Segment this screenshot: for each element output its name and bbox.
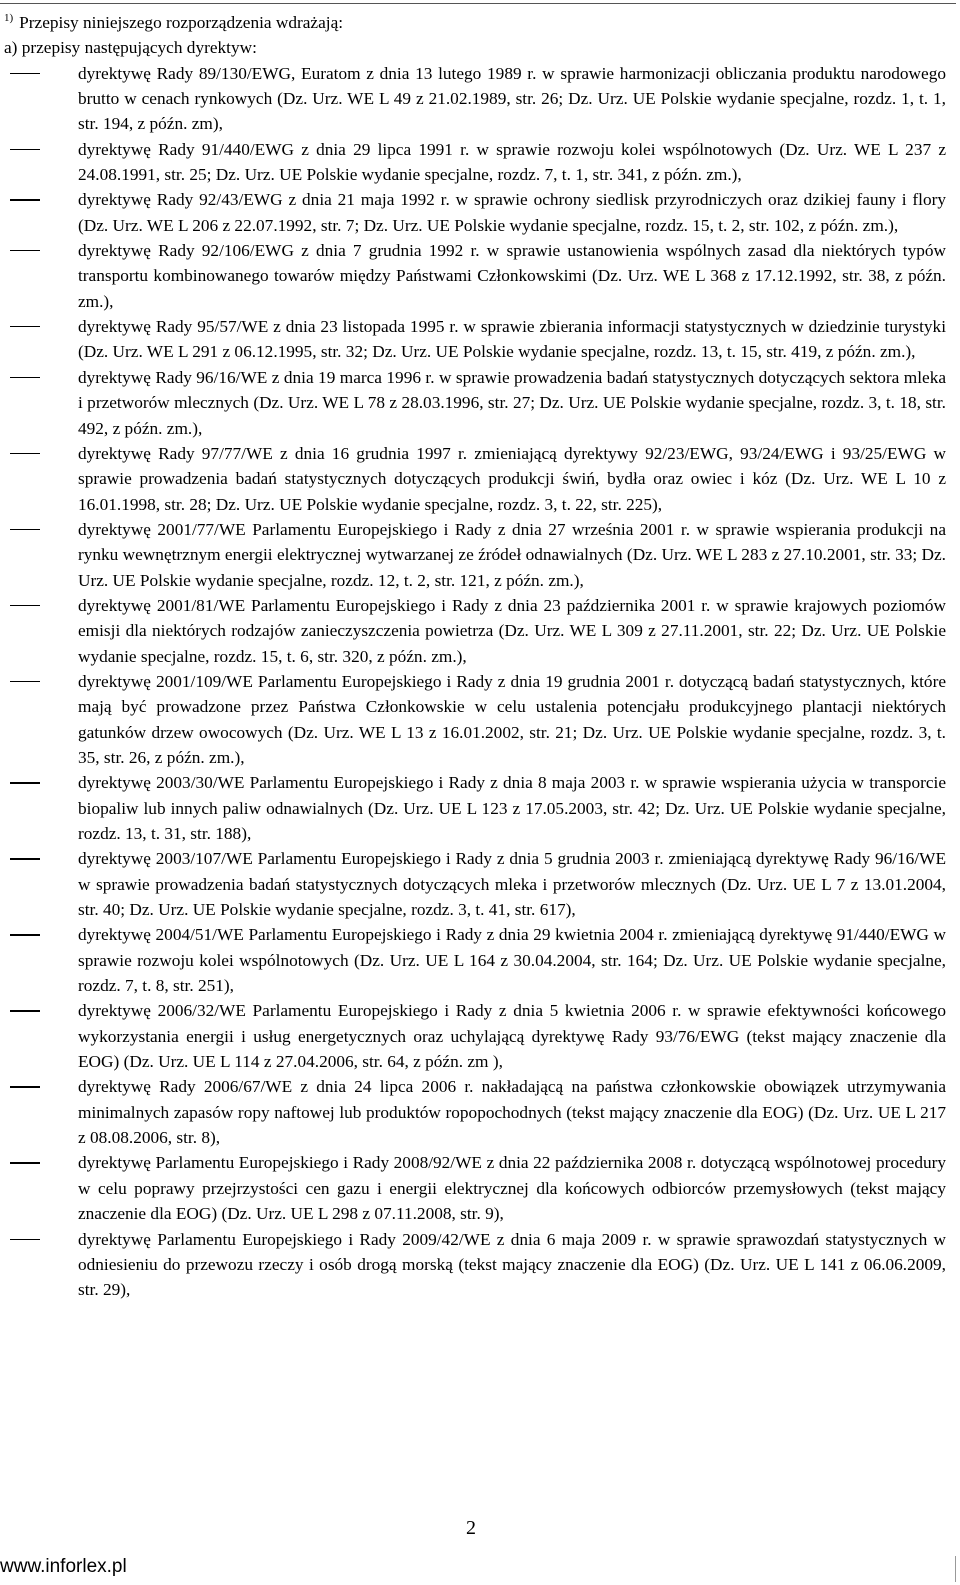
site-url: www.inforlex.pl <box>0 1556 127 1577</box>
directive-item <box>4 1227 946 1303</box>
directive-text: dyrektywę Rady 95/57/WE z dnia 23 listopada 1995 r. w sprawie zbierania informacji statystycznych w dziedzinie turystyki (Dz. Urz. WE L 291 z 06.12.1995, str. 32; Dz. Urz. UE Polskie wydanie specjalne, rozdz. 13, t. 15, str. 419, z późn. zm.), <box>78 317 946 362</box>
footnote-separator-rule <box>0 3 956 4</box>
directive-text: dyrektywę 2006/32/WE Parlamentu Europejskiego i Rady z dnia 5 kwietnia 2006 r. w sprawie efektywności końcowego wykorzystania energii i usług energetycznych oraz uchylającą dyrektywę Rady 93/76/EWG (tekst mający znaczenie dla EOG) (Dz. Urz. UE L 114 z 27.04.2006, str. 64, z późn. zm ), <box>78 1001 946 1072</box>
page-corner-mark <box>945 1556 956 1582</box>
directive-item <box>4 365 946 441</box>
directive-text: dyrektywę Rady 91/440/EWG z dnia 29 lipca 1991 r. w sprawie rozwoju kolei wspólnotowych (Dz. Urz. WE L 237 z 24.08.1991, str. 25; Dz. Urz. UE Polskie wydanie specjalne, rozdz. 7, t. 1, str. 341, z późn. zm.), <box>78 139 946 185</box>
directive-item <box>4 517 946 593</box>
dash-bullet <box>10 377 40 378</box>
footnote-marker: 1) <box>4 12 14 24</box>
footnote-heading-line <box>4 10 946 35</box>
dash-bullet <box>10 1162 40 1163</box>
footnote-subheading: a) przepisy następujących dyrektyw: <box>4 38 257 58</box>
directive-text: dyrektywę Rady 96/16/WE z dnia 19 marca 1996 r. w sprawie prowadzenia badań statystycznych dotyczących sektora mleka i przetworów mlecznych (Dz. Urz. WE L 78 z 28.03.1996, str. 27; Dz. Urz. UE Polskie wydanie specjalne, rozdz. 3, t. 18, str. 492, z późn. zm.), <box>78 367 946 438</box>
footnote-block <box>4 10 946 1303</box>
directive-text: dyrektywę 2004/51/WE Parlamentu Europejskiego i Rady z dnia 29 kwietnia 2004 r. zmieniającą dyrektywę 91/440/EWG w sprawie rozwoju kolei wspólnotowych (Dz. Urz. UE L 164 z 30.04.2004, str. 164; Dz. Urz. UE Polskie wydanie specjalne, rozdz. 7, t. 8, str. 251), <box>78 925 946 996</box>
directive-item <box>4 669 946 770</box>
directive-text: dyrektywę Parlamentu Europejskiego i Rady 2008/92/WE z dnia 22 października 2008 r. dotyczącą wspólnotowej procedury w celu poprawy przejrzystości cen gazu i energii elektrycznej dla końcowych odbiorców przemysłowych (tekst mający znaczenie dla EOG) (Dz. Urz. UE L 298 z 07.11.2008, str. 9), <box>78 1153 946 1224</box>
directive-text: dyrektywę 2001/109/WE Parlamentu Europejskiego i Rady z dnia 19 grudnia 2001 r. dotyczącą badań statystycznych, które mają być prowadzone przez Państwa Członkowskie w celu ustalenia potencjału produkcyjnego plantacji niektórych gatunków drzew owocowych (Dz. Urz. WE L 13 z 16.01.2002, str. 21; Dz. Urz. UE Polskie wydanie specjalne, rozdz. 3, t. 35, str. 26, z późn. zm.), <box>78 671 946 767</box>
dash-bullet <box>10 1086 40 1087</box>
dash-bullet <box>10 858 40 859</box>
directive-item <box>4 61 946 137</box>
directive-text: dyrektywę Rady 2006/67/WE z dnia 24 lipca 2006 r. nakładającą na państwa członkowskie obowiązek utrzymywania minimalnych zapasów ropy naftowej lub produktów ropopochodnych (tekst mający znaczenie dla EOG) (Dz. Urz. UE L 217 z 08.08.2006, str. 8), <box>78 1077 946 1148</box>
directive-item <box>4 922 946 998</box>
directive-item <box>4 137 946 188</box>
footnote-heading: Przepisy niniejszego rozporządzenia wdrażają: <box>19 13 344 32</box>
directive-text: dyrektywę Rady 92/106/EWG z dnia 7 grudnia 1992 r. w sprawie ustanowienia wspólnych zasad dla niektórych typów transportu kombinowanego towarów między Państwami Członkowskimi (Dz. Urz. WE L 368 z 17.12.1992, str. 38, z późn. zm.), <box>78 241 946 311</box>
directive-item <box>4 770 946 846</box>
directive-text: dyrektywę 2003/107/WE Parlamentu Europejskiego i Rady z dnia 5 grudnia 2003 r. zmieniającą dyrektywę Rady 96/16/WE w sprawie prowadzenia badań statystycznych dotyczących mleka i przetworów mlecznych (Dz. Urz. UE L 7 z 13.01.2004, str. 40; Dz. Urz. UE Polskie wydanie specjalne, rozdz. 3, t. 41, str. 617), <box>78 849 946 920</box>
dash-bullet <box>10 782 40 783</box>
directive-list <box>4 61 946 1303</box>
dash-bullet <box>10 529 40 530</box>
directive-text: dyrektywę Rady 89/130/EWG, Euratom z dnia 13 lutego 1989 r. w sprawie harmonizacji obliczania produktu narodowego brutto w cenach rynkowych (Dz. Urz. WE L 49 z 21.02.1989, str. 26; Dz. Urz. UE Polskie wydanie specjalne, rozdz. 1, t. 1, str. 194, z późn. zm), <box>78 63 946 134</box>
dash-bullet <box>10 681 40 682</box>
directive-item <box>4 441 946 517</box>
directive-item <box>4 238 946 314</box>
dash-bullet <box>10 199 40 200</box>
dash-bullet <box>10 1010 40 1011</box>
directive-item <box>4 1150 946 1226</box>
directive-text: dyrektywę Parlamentu Europejskiego i Rady 2009/42/WE z dnia 6 maja 2009 r. w sprawie sprawozdań statystycznych w odniesieniu do przewozu rzeczy i osób drogą morską (tekst mający znaczenie dla EOG) (Dz. Urz. UE L 141 z 06.06.2009, str. 29), <box>78 1229 946 1300</box>
dash-bullet <box>10 934 40 935</box>
directive-item <box>4 314 946 365</box>
dash-bullet <box>10 453 40 454</box>
page-number: 2 <box>466 1517 476 1539</box>
dash-bullet <box>10 1239 40 1240</box>
dash-bullet <box>10 326 40 327</box>
directive-text: dyrektywę Rady 97/77/WE z dnia 16 grudnia 1997 r. zmieniającą dyrektywy 92/23/EWG, 93/24/EWG i 93/25/EWG w sprawie prowadzenia badań statystycznych dotyczących produkcji świń, bydła oraz owiec i kóz (Dz. Urz. WE L 10 z 16.01.1998, str. 28; Dz. Urz. UE Polskie wydanie specjalne, rozdz. 3, t. 22, str. 225), <box>78 443 946 514</box>
dash-bullet <box>10 605 40 606</box>
directive-item <box>4 846 946 922</box>
directive-text: dyrektywę Rady 92/43/EWG z dnia 21 maja 1992 r. w sprawie ochrony siedlisk przyrodniczych oraz dzikiej fauny i flory (Dz. Urz. WE L 206 z 22.07.1992, str. 7; Dz. Urz. UE Polskie wydanie specjalne, rozdz. 15, t. 2, str. 102, z późn. zm.), <box>78 190 946 235</box>
directive-item <box>4 187 946 238</box>
dash-bullet <box>10 149 40 150</box>
directive-item <box>4 1074 946 1150</box>
directive-text: dyrektywę 2001/77/WE Parlamentu Europejskiego i Rady z dnia 27 września 2001 r. w sprawie wspierania produkcji na rynku wewnętrznym energii elektrycznej wytwarzanej ze źródeł odnawialnych (Dz. Urz. WE L 283 z 27.10.2001, str. 33; Dz. Urz. UE Polskie wydanie specjalne, rozdz. 12, t. 2, str. 121, z późn. zm.), <box>78 519 946 590</box>
dash-bullet <box>10 73 40 74</box>
directive-item <box>4 593 946 669</box>
dash-bullet <box>10 250 40 251</box>
directive-item <box>4 998 946 1074</box>
directive-text: dyrektywę 2001/81/WE Parlamentu Europejskiego i Rady z dnia 23 października 2001 r. w sprawie krajowych poziomów emisji dla niektórych rodzajów zanieczyszczenia powietrza (Dz. Urz. WE L 309 z 27.11.2001, str. 22; Dz. Urz. UE Polskie wydanie specjalne, rozdz. 15, t. 6, str. 320, z późn. zm.), <box>78 595 946 666</box>
directive-text: dyrektywę 2003/30/WE Parlamentu Europejskiego i Rady z dnia 8 maja 2003 r. w sprawie wspierania użycia w transporcie biopaliw lub innych paliw odnawialnych (Dz. Urz. UE L 123 z 17.05.2003, str. 42; Dz. Urz. UE Polskie wydanie specjalne, rozdz. 13, t. 31, str. 188), <box>78 773 946 843</box>
